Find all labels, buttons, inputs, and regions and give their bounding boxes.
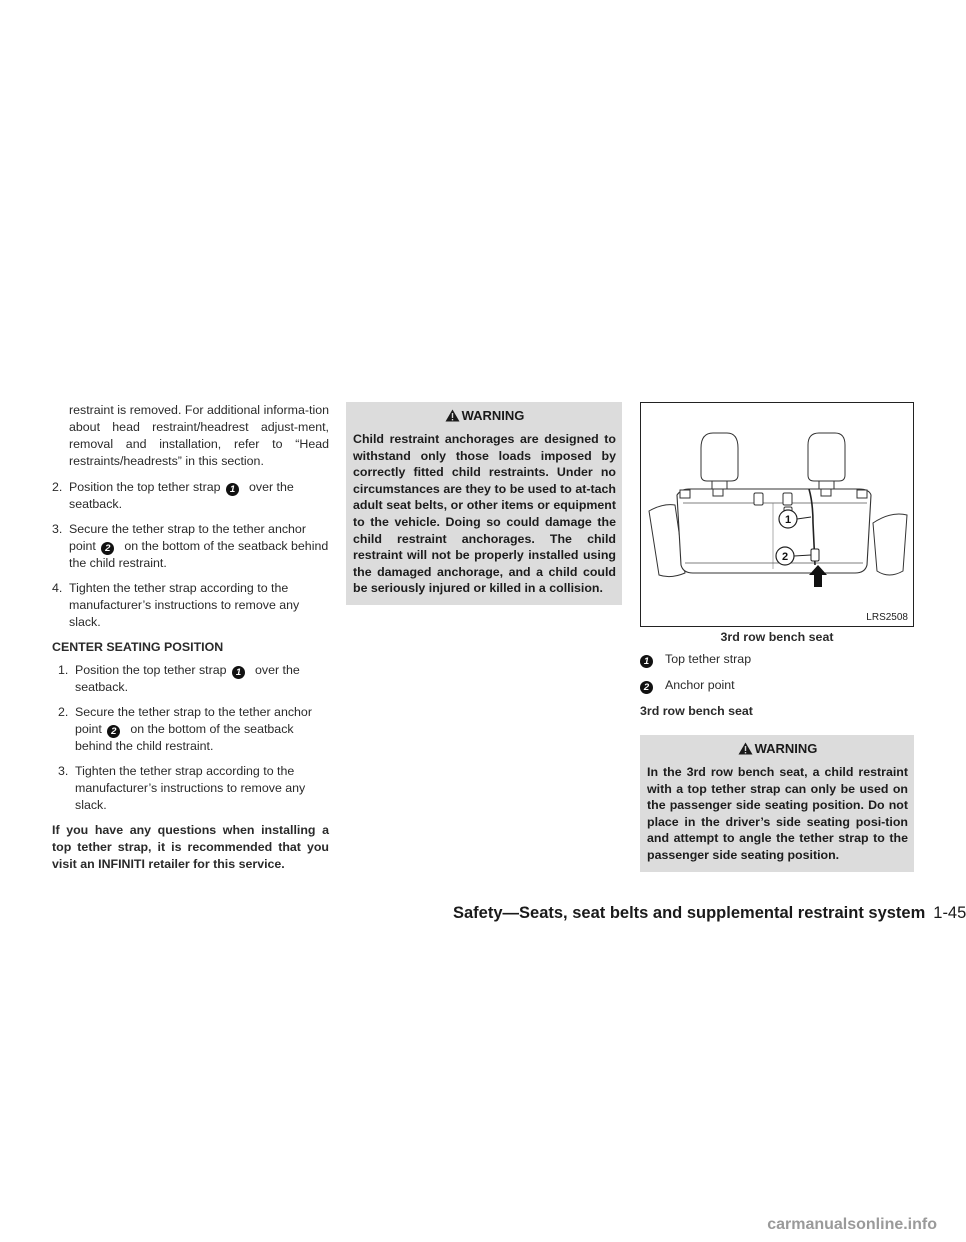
step-text: Position the top tether strap xyxy=(69,480,221,494)
step-text: Tighten the tether strap according to the manufacturer’s instructions to remove any slack. xyxy=(69,581,300,629)
callout-1-marker: 1 xyxy=(232,666,245,679)
step-text: Secure the tether strap to the tether anchor point xyxy=(69,522,306,553)
step-number: 2. xyxy=(52,480,63,494)
legend-text: Top tether strap xyxy=(665,652,752,666)
step-item xyxy=(58,763,329,814)
warning-triangle-icon xyxy=(738,742,753,755)
legend-item xyxy=(640,651,914,668)
figure-code: LRS2508 xyxy=(866,612,908,623)
warning-box xyxy=(640,735,914,872)
callout-1-label: 1 xyxy=(784,514,792,526)
step-text: Position the top tether strap xyxy=(75,663,227,677)
left-column xyxy=(52,402,329,882)
warning-title-text: WARNING xyxy=(754,741,818,756)
warning-triangle-icon xyxy=(445,409,460,422)
warning-text: Child restraint anchorages are designed to withstand only those loads imposed by correctly fitted child restraints. Under no circumstances are they to be used to at-tach adult seat belts, or other items or equipment to the vehicle. Doing so could damage the child restraint anchorages. The child restraint will not be properly installed using the damaged anchorage, and a child could be seriously injured or killed in a collision. xyxy=(353,432,616,596)
watermark: carmanualsonline.info xyxy=(767,1216,937,1233)
section-heading: CENTER SEATING POSITION xyxy=(52,640,224,654)
right-column xyxy=(640,402,914,872)
step-text-after: on the bottom of the seatback behind the child restraint. xyxy=(75,722,294,753)
step-number: 3. xyxy=(52,522,63,536)
step-number: 3. xyxy=(58,764,69,778)
step-text-after: over the seatback. xyxy=(69,480,294,511)
callout-1-marker: 1 xyxy=(640,655,653,668)
step-text-after: on the bottom of the seatback behind the child restraint. xyxy=(69,539,329,570)
intro-paragraph: restraint is removed. For additional informa-tion about head restraint/headrest adjust-ment, removal and installation, refer to “Head restraints/headrests” in this section. xyxy=(69,403,329,468)
step-item xyxy=(52,580,329,631)
warning-title xyxy=(353,408,616,424)
warning-title xyxy=(647,741,908,757)
steps-list-center xyxy=(52,662,329,814)
step-number: 2. xyxy=(58,705,69,719)
callout-2-label: 2 xyxy=(781,551,789,563)
figure-caption: 3rd row bench seat xyxy=(720,630,834,644)
middle-column xyxy=(346,402,622,605)
callout-1-marker: 1 xyxy=(226,483,239,496)
step-item xyxy=(52,479,329,513)
step-number: 4. xyxy=(52,581,63,595)
step-text-after: over the seatback. xyxy=(75,663,300,694)
warning-text: In the 3rd row bench seat, a child restraint with a top tether strap can only be used on the passenger side seating position. Do not place in the driver’s side seating posi-tion and attempt to angle the tether strap to the passenger side seating position. xyxy=(647,765,908,862)
step-text: Tighten the tether strap according to the manufacturer’s instructions to remove any slack. xyxy=(75,764,306,812)
callout-2-marker: 2 xyxy=(640,681,653,694)
footer-section-title: Safety—Seats, seat belts and supplemental restraint system xyxy=(453,904,926,922)
step-text: Secure the tether strap to the tether anchor point xyxy=(75,705,312,736)
warning-title-text: WARNING xyxy=(461,408,525,423)
steps-list-outboard xyxy=(52,479,329,631)
step-item xyxy=(58,662,329,696)
legend-item xyxy=(640,677,914,694)
seat-illustration xyxy=(640,402,914,627)
bench-seat-diagram xyxy=(641,403,913,626)
callout-2-marker: 2 xyxy=(107,725,120,738)
subheading: 3rd row bench seat xyxy=(640,704,753,718)
step-number: 1. xyxy=(58,663,69,677)
closing-paragraph: If you have any questions when installing a top tether strap, it is recommended that you visit an INFINITI retailer for this service. xyxy=(52,823,329,871)
callout-2-marker: 2 xyxy=(101,542,114,555)
page-number: 1-45 xyxy=(933,904,966,922)
step-item xyxy=(52,521,329,572)
step-item xyxy=(58,704,329,755)
warning-box xyxy=(346,402,622,605)
page-footer xyxy=(453,902,966,924)
legend-text: Anchor point xyxy=(665,678,735,692)
